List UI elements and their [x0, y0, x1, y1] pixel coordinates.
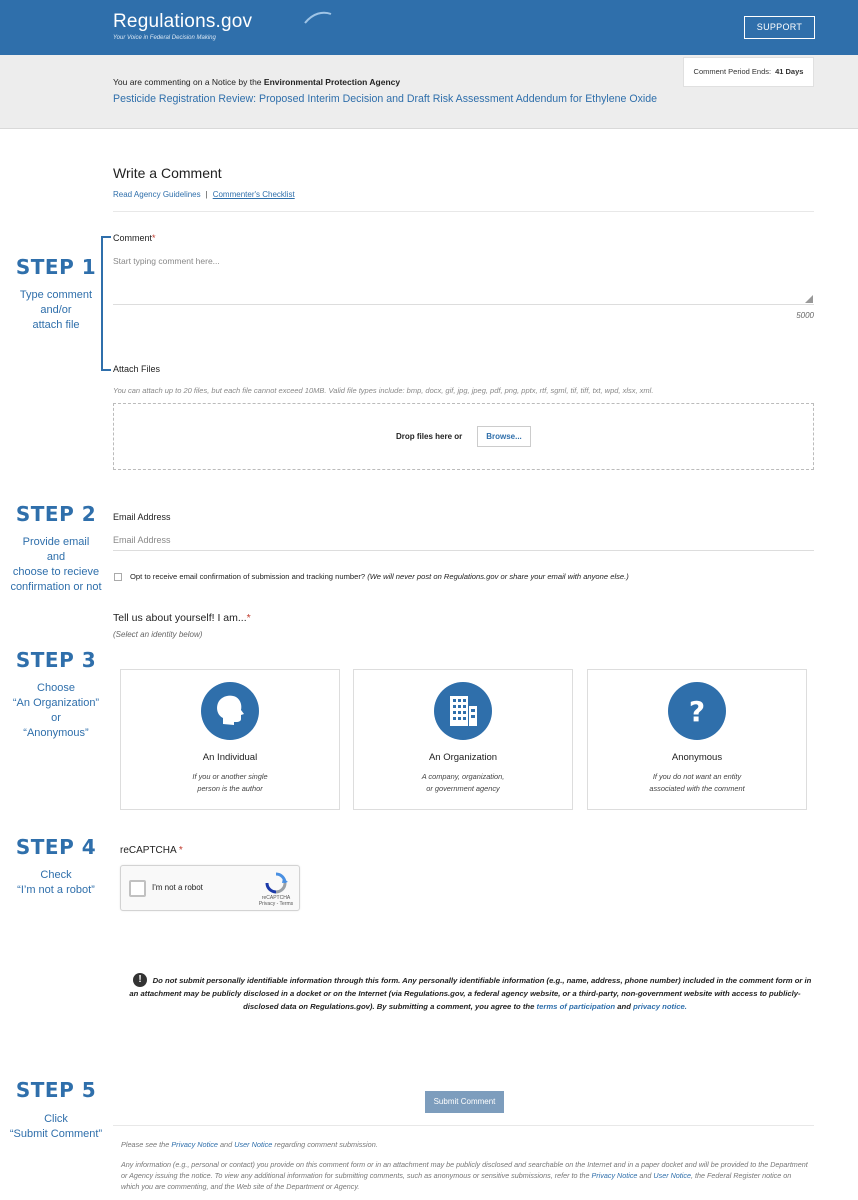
step-1-line: attach file	[32, 319, 80, 331]
person-head-icon	[201, 682, 259, 740]
agency-guidelines-link[interactable]: Read Agency Guidelines	[113, 190, 201, 199]
privacy-prefix: Please see the	[121, 1140, 170, 1149]
privacy-notice-link[interactable]: privacy notice.	[633, 1002, 687, 1011]
disclaimer-text: Any information (e.g., personal or contact) you provide on this comment form or in an attachment may be publicly disclosed and searchable on the Internet and in a paper docket and will be provided to the Department or Agency issuing the notice. To view any additional information for submitting comments, such as anonymous or sensitive submissions, refer to the	[121, 1160, 808, 1180]
notice-source	[113, 77, 400, 87]
privacy-notice-footer-link[interactable]: Privacy Notice	[171, 1140, 218, 1149]
comment-textarea[interactable]: Start typing comment here...	[113, 256, 220, 266]
attach-help-text: You can attach up to 20 files, but each file cannot exceed 10MB. Valid file types include: bmp, docx, gif, jpg, jpeg, pdf, png, pptx, rtf, sgml, tif, tiff, txt, wpd, xlsx, xml.	[113, 386, 654, 395]
privacy-notice-line	[121, 1140, 378, 1149]
disclaimer-tail: , the Federal Register notice on which you are commenting, and the Web site of the Department or Agency.	[121, 1171, 792, 1191]
submit-comment-button[interactable]: Submit Comment	[425, 1091, 504, 1113]
form-title: Write a Comment	[113, 165, 222, 181]
email-confirmation-label	[130, 572, 629, 581]
divider	[113, 211, 814, 212]
step-1-line: and/or	[40, 304, 72, 316]
recaptcha-widget	[120, 865, 300, 911]
notice-title-link[interactable]: Pesticide Registration Review: Proposed Interim Decision and Draft Risk Assessment Addendum for Ethylene Oxide	[113, 93, 658, 105]
step-2-line: and	[46, 551, 66, 563]
step-3-line: Choose	[37, 682, 75, 694]
step-4-title: STEP 4	[15, 835, 97, 859]
comment-label-text: Comment	[113, 233, 153, 243]
guideline-links	[113, 190, 295, 199]
warning-and: and	[617, 1002, 631, 1011]
privacy-suffix: regarding comment submission.	[274, 1140, 378, 1149]
step-3-description	[0, 681, 112, 741]
identity-desc-line: A company, organization,	[421, 772, 505, 781]
step-5-description	[0, 1112, 112, 1142]
identity-desc-line: If you or another single	[192, 772, 268, 781]
identity-card-anonymous[interactable]	[587, 669, 807, 810]
step-3-line: “An Organization”	[12, 697, 100, 709]
recaptcha-logo-icon	[264, 872, 288, 894]
identity-title: An Organization	[428, 752, 498, 763]
email-confirmation-checkbox[interactable]	[114, 573, 122, 581]
warning-icon: !	[133, 973, 147, 987]
step-2-title: STEP 2	[15, 502, 97, 526]
disclaimer-user-link[interactable]: User Notice	[653, 1171, 691, 1180]
identity-card-organization[interactable]	[353, 669, 573, 810]
step-5-title: STEP 5	[15, 1078, 97, 1102]
recaptcha-label-text: reCAPTCHA	[120, 845, 177, 856]
character-limit: 5000	[796, 311, 814, 320]
recaptcha-brand	[253, 895, 299, 907]
drop-files-text: Drop files here or	[396, 432, 463, 441]
email-underline	[113, 550, 814, 551]
period-value: 41 Days	[775, 67, 804, 76]
step-2-line: Provide email	[22, 536, 90, 548]
agency-name: Environmental Protection Agency	[263, 77, 401, 87]
step-1-bracket	[101, 236, 111, 371]
notice-prefix: You are commenting on a Notice by the	[113, 77, 262, 87]
user-notice-footer-link[interactable]: User Notice	[234, 1140, 273, 1149]
step-3-line: “Anonymous”	[23, 727, 89, 739]
step-1-title: STEP 1	[15, 255, 97, 279]
recaptcha-checkbox[interactable]	[129, 880, 146, 897]
svg-text:?: ?	[688, 695, 706, 728]
step-5-line: Click	[44, 1113, 68, 1125]
period-label: Comment Period Ends:	[693, 67, 772, 76]
recaptcha-privacy-terms-link[interactable]: Privacy - Terms	[258, 901, 294, 907]
step-4-line: Check	[40, 869, 72, 881]
step-3-line: or	[51, 712, 61, 724]
step-4-description	[0, 868, 112, 898]
required-mark: *	[152, 233, 156, 243]
step-2-line: choose to recieve	[12, 566, 100, 578]
step-1-line: Type comment	[19, 289, 93, 301]
disclaimer	[121, 1159, 811, 1192]
file-dropzone[interactable]	[113, 403, 814, 470]
required-mark: *	[178, 845, 183, 856]
identity-desc-line: If you do not want an entity	[652, 772, 742, 781]
step-4-line: “I’m not a robot”	[17, 884, 95, 896]
logo-swoosh-icon	[303, 11, 333, 25]
question-mark-icon	[668, 682, 726, 740]
step-5-line: “Submit Comment”	[9, 1128, 103, 1140]
step-2-description	[0, 535, 112, 595]
recaptcha-label	[120, 845, 183, 856]
email-field[interactable]: Email Address	[113, 535, 171, 545]
step-3-title: STEP 3	[15, 648, 97, 672]
opt-question: Opt to receive email confirmation of submission and tracking number?	[130, 572, 366, 581]
identity-title: Anonymous	[671, 752, 723, 763]
attach-files-label: Attach Files	[113, 364, 161, 374]
disclaimer-privacy-link[interactable]: Privacy Notice	[591, 1171, 638, 1180]
identity-prompt-text: Tell us about yourself! I am...	[113, 612, 247, 624]
logo-text: Regulations.gov	[113, 11, 253, 32]
identity-desc-line: associated with the comment	[649, 784, 745, 793]
comment-underline	[113, 304, 814, 305]
comment-period-box	[683, 57, 814, 87]
building-icon	[434, 682, 492, 740]
commenters-checklist-link[interactable]: Commenter's Checklist	[212, 190, 295, 199]
recaptcha-check-label: I'm not a robot	[152, 883, 203, 892]
terms-of-participation-link[interactable]: terms of participation	[536, 1002, 616, 1011]
privacy-and: and	[219, 1140, 233, 1149]
resize-handle-icon[interactable]	[805, 295, 813, 303]
identity-title: An Individual	[202, 752, 258, 763]
step-1-description	[0, 288, 112, 333]
pii-warning	[118, 974, 812, 1013]
identity-description	[588, 771, 806, 795]
browse-button[interactable]: Browse...	[477, 426, 531, 447]
recaptcha-brand-name: reCAPTCHA	[261, 895, 291, 901]
pii-warning-text: Do not submit personally identifiable information through this form. Any personally identifiable information (e.g., name, address, phone number) included in the comment form or in an attachment may be publicly disclosed in a docket or on the Internet (via Regulations.gov, a federal agency website, or a third-party, non-government website with access to publicly-disclosed data on Regulations.gov). By submitting a comment, you agree to the	[129, 976, 812, 1011]
identity-description	[121, 771, 339, 795]
identity-hint: (Select an identity below)	[113, 630, 203, 639]
identity-desc-line: or government agency	[426, 784, 500, 793]
required-mark: *	[246, 612, 251, 624]
notice-banner	[0, 55, 858, 129]
identity-description	[354, 771, 572, 795]
step-2-line: confirmation or not	[10, 581, 102, 593]
comment-label	[113, 233, 156, 243]
support-button[interactable]: SUPPORT	[744, 16, 815, 39]
link-separator: |	[205, 190, 208, 199]
top-nav-bar	[0, 0, 858, 55]
identity-desc-line: person is the author	[197, 784, 263, 793]
disclaimer-and: and	[639, 1171, 652, 1180]
site-logo[interactable]	[113, 11, 252, 41]
opt-note: (We will never post on Regulations.gov or share your email with anyone else.)	[367, 572, 629, 581]
identity-card-individual[interactable]	[120, 669, 340, 810]
logo-tagline: Your Voice in Federal Decision Making	[113, 35, 216, 41]
divider	[113, 1125, 814, 1126]
identity-prompt	[113, 612, 251, 624]
email-label: Email Address	[113, 512, 171, 522]
